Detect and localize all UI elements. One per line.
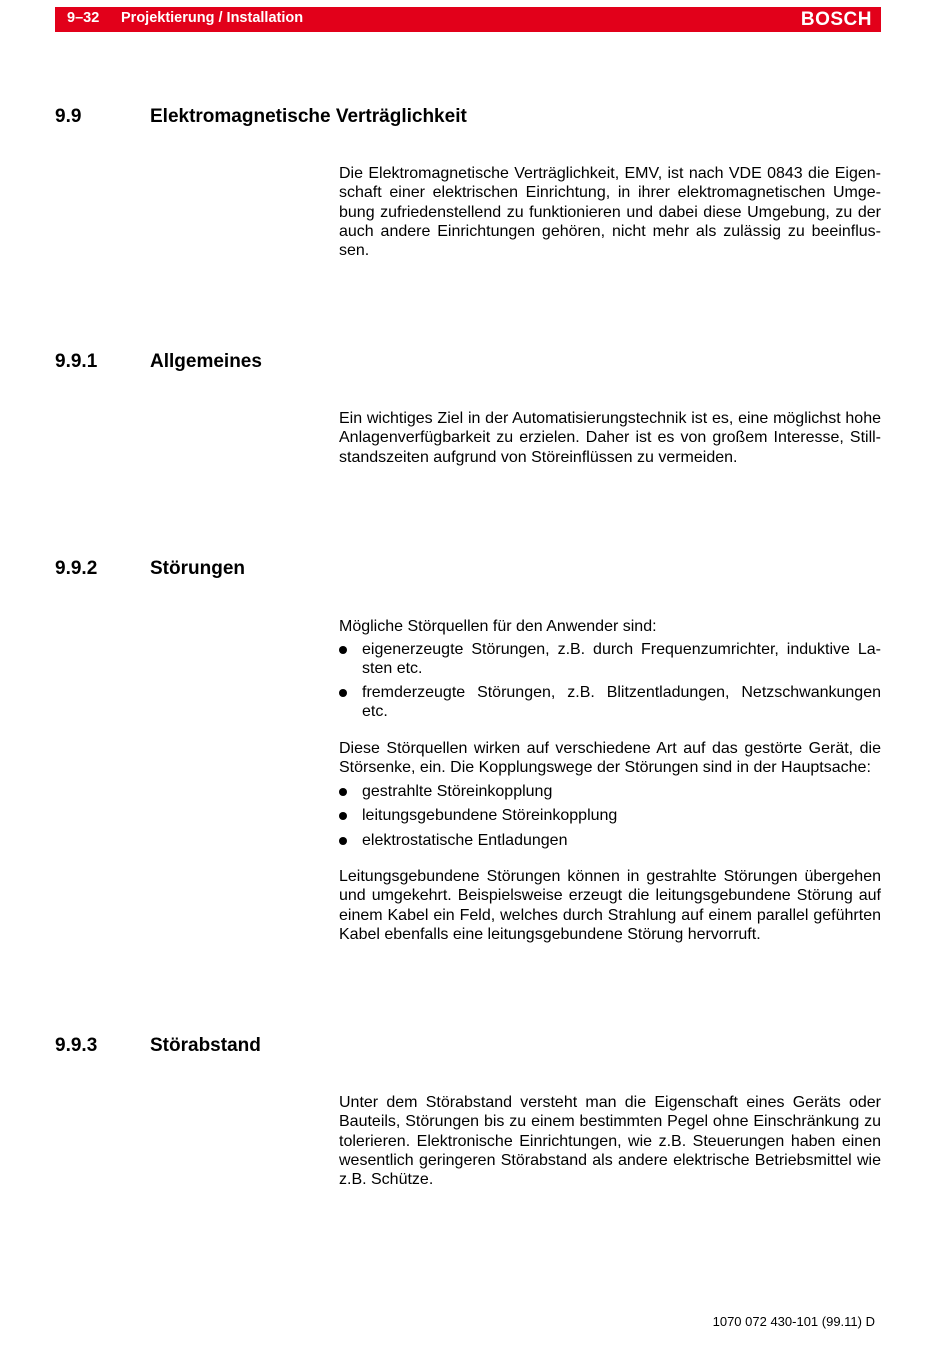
- page-header-bar: [55, 7, 881, 32]
- list-item-text: elektrostatische Entladungen: [362, 831, 568, 849]
- bullet-icon: [339, 646, 347, 654]
- list-item: [339, 640, 881, 679]
- chapter-title: Projektierung / Installation: [121, 10, 304, 26]
- list-item: [339, 683, 881, 722]
- bullet-icon: [339, 788, 347, 796]
- interference-sources-intro: Mögliche Störquellen für den Anwender sind:: [339, 618, 657, 635]
- list-item-text: fremderzeugte Störungen, z.B. Blitzentladungen, Netzschwankungen etc.: [362, 683, 881, 720]
- section-number: 9.9.1: [55, 351, 98, 372]
- section-number: 9.9: [55, 106, 82, 127]
- section-number: 9.9.3: [55, 1035, 98, 1056]
- emv-definition-paragraph: Die Elektromagnetische Verträglichkeit, EMV, ist nach VDE 0843 die Eigenschaft einer elektrischen Einrichtung, in ihrer elektromagnetischen Umgebung zufriedenstellend zu funktionieren und dabei diese Umgebung, zu der auch andere Einrichtungen gehören, nicht mehr als zulässig zu beeinflussen.: [339, 165, 881, 260]
- noise-immunity-paragraph: Unter dem Störabstand versteht man die Eigenschaft eines Geräts oder Bauteils, Störungen bis zu einem bestimmten Pegel ohne Einschränkung zu tolerieren. Elektronische Einrichtungen, wie z.B. Steuerungen haben einen wesentlich geringeren Störabstand als andere elektrische Betriebsmittel wie z.B. Schütze.: [339, 1094, 881, 1189]
- page-number: 9–32: [67, 10, 100, 26]
- list-item-text: eigenerzeugte Störungen, z.B. durch Frequenzumrichter, induktive Lasten etc.: [362, 641, 881, 678]
- document-code: 1070 072 430-101 (99.11) D: [712, 1314, 875, 1329]
- list-item-text: gestrahlte Störeinkopplung: [362, 783, 553, 800]
- coupling-intro-paragraph: Diese Störquellen wirken auf verschiedene Art auf das gestörte Gerät, die Störsenke, ein. Die Kopplungswege der Störungen sind in der Hauptsache:: [339, 740, 881, 777]
- list-item: [339, 831, 881, 850]
- bosch-logo: BOSCH: [800, 9, 872, 30]
- section-title: Störungen: [150, 558, 245, 579]
- coupling-paths-list: [339, 782, 881, 850]
- bullet-icon: [339, 689, 347, 697]
- section-number: 9.9.2: [55, 558, 98, 579]
- list-item: [339, 806, 881, 825]
- conducted-radiated-paragraph: Leitungsgebundene Störungen können in gestrahlte Störungen übergehen und umgekehrt. Beispielsweise erzeugt die leitungsgebundene Störung auf einem Kabel ein Feld, welches durch Strahlung auf einem parallel geführten Kabel ebenfalls eine leitungsgebundene Störung hervorruft.: [339, 868, 881, 943]
- bullet-icon: [339, 812, 347, 820]
- bullet-icon: [339, 837, 347, 845]
- section-title: Allgemeines: [150, 351, 262, 372]
- interference-sources-list: [339, 640, 881, 721]
- section-title: Elektromagnetische Verträglichkeit: [150, 106, 467, 127]
- list-item-text: leitungsgebundene Störeinkopplung: [362, 807, 618, 825]
- general-paragraph: Ein wichtiges Ziel in der Automatisierungstechnik ist es, eine möglichst hohe Anlagenverfügbarkeit zu erzielen. Daher ist es von großem Interesse, Stillstandszeiten aufgrund von Störeinflüssen zu vermeiden.: [339, 410, 881, 466]
- section-title: Störabstand: [150, 1035, 261, 1056]
- list-item: [339, 782, 881, 801]
